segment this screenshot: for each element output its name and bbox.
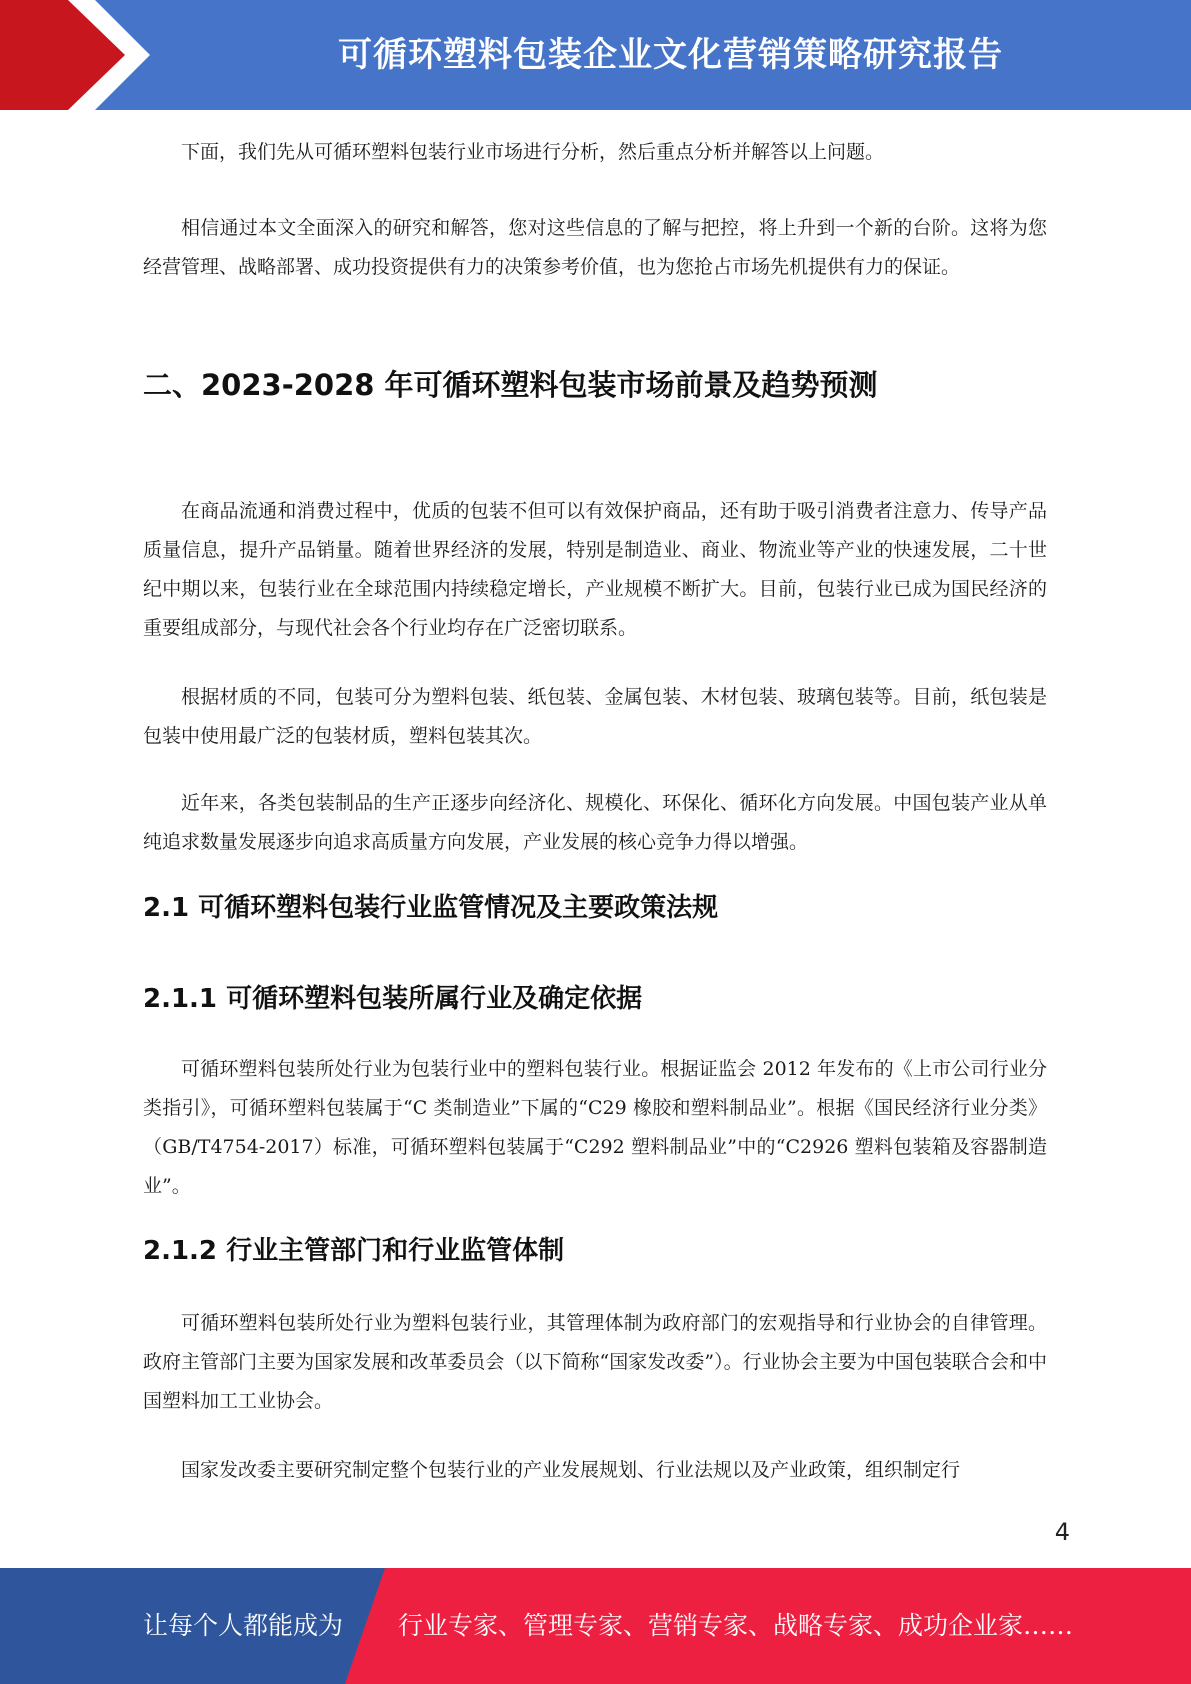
footer-slogan-left: 让每个人都能成为	[143, 1611, 344, 1640]
chevron-decoration-icon	[0, 0, 160, 110]
section2-1-2-paragraph-2: 国家发改委主要研究制定整个包装行业的产业发展规划、行业法规以及产业政策，组织制定行	[181, 1459, 961, 1481]
page-header	[0, 0, 1191, 110]
intro-paragraph-2: 相信通过本文全面深入的研究和解答，您对这些信息的了解与把控，将上升到一个新的台阶。这将为您经营管理、战略部署、成功投资提供有力的决策参考价值，也为您抢占市场先机提供有力的保证。	[143, 217, 1047, 278]
section-heading-2: 二、2023-2028 年可循环塑料包装市场前景及趋势预测	[143, 368, 878, 402]
report-title: 可循环塑料包装企业文化营销策略研究报告	[338, 35, 1003, 75]
section2-paragraph-3: 近年来，各类包装制品的生产正逐步向经济化、规模化、环保化、循环化方向发展。中国包装产业从单纯追求数量发展逐步向追求高质量方向发展，产业发展的核心竞争力得以增强。	[143, 792, 1047, 853]
page-footer	[0, 1568, 1191, 1684]
section2-1-2-paragraph-1: 可循环塑料包装所处行业为塑料包装行业，其管理体制为政府部门的宏观指导和行业协会的自律管理。政府主管部门主要为国家发展和改革委员会（以下简称“国家发改委”）。行业协会主要为中国包装联合会和中国塑料加工工业协会。	[143, 1312, 1047, 1412]
page-number: 4	[1054, 1518, 1070, 1546]
section2-1-1-paragraph: 可循环塑料包装所处行业为包装行业中的塑料包装行业。根据证监会 2012 年发布的《上市公司行业分类指引》，可循环塑料包装属于“C 类制造业”下属的“C29 橡胶和塑料制品业”。根据《国民经济行业分类》（GB/T4754-2017）标准，可循环塑料包装属于“C292 塑料制品业”中的“C2926 塑料包装箱及容器制造业”。	[143, 1058, 1047, 1197]
section-heading-2-1-1: 2.1.1 可循环塑料包装所属行业及确定依据	[143, 984, 643, 1014]
section2-paragraph-1: 在商品流通和消费过程中，优质的包装不但可以有效保护商品，还有助于吸引消费者注意力、传导产品质量信息，提升产品销量。随着世界经济的发展，特别是制造业、商业、物流业等产业的快速发展，二十世纪中期以来，包装行业在全球范围内持续稳定增长，产业规模不断扩大。目前，包装行业已成为国民经济的重要组成部分，与现代社会各个行业均存在广泛密切联系。	[143, 500, 1047, 639]
section-heading-2-1-2: 2.1.2 行业主管部门和行业监管体制	[143, 1236, 565, 1266]
footer-slogan-right: 行业专家、管理专家、营销专家、战略专家、成功企业家……	[398, 1611, 1074, 1640]
section-heading-2-1: 2.1 可循环塑料包装行业监管情况及主要政策法规	[143, 893, 719, 923]
section2-paragraph-2: 根据材质的不同，包装可分为塑料包装、纸包装、金属包装、木材包装、玻璃包装等。目前，纸包装是包装中使用最广泛的包装材质，塑料包装其次。	[143, 686, 1047, 747]
intro-paragraph-1: 下面，我们先从可循环塑料包装行业市场进行分析，然后重点分析并解答以上问题。	[181, 141, 885, 163]
